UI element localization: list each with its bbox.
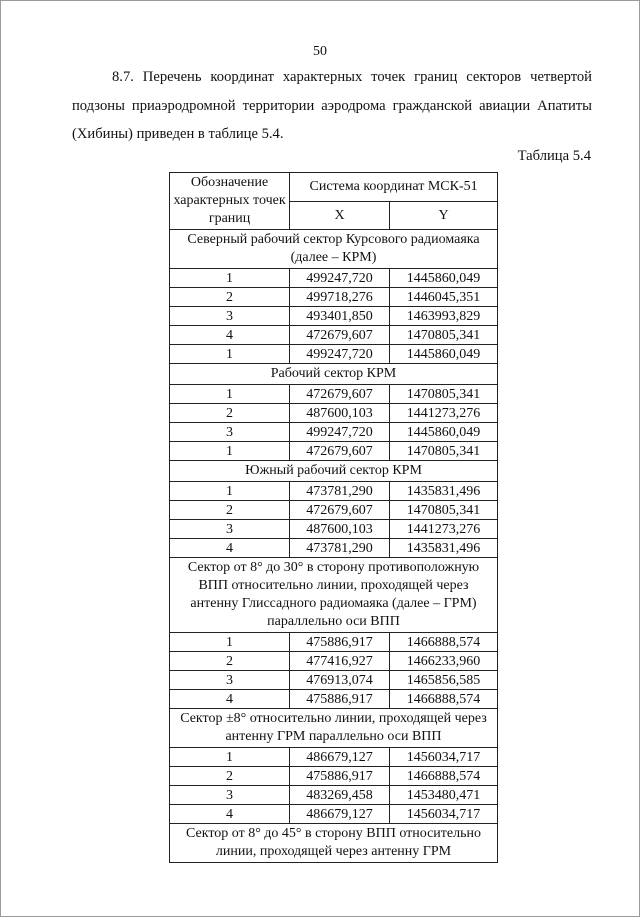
- y-coordinate-cell: 1470805,341: [390, 442, 498, 461]
- x-coordinate-cell: 486679,127: [290, 805, 390, 824]
- x-coordinate-cell: 473781,290: [290, 539, 390, 558]
- y-coordinate-cell: 1466888,574: [390, 633, 498, 652]
- table-row: [170, 345, 498, 364]
- page-number: 50: [313, 44, 327, 59]
- x-coordinate-cell: 475886,917: [290, 690, 390, 709]
- sector-title-row: [170, 461, 498, 482]
- table-body: [170, 230, 498, 863]
- x-coordinate-cell: 487600,103: [290, 404, 390, 423]
- x-coordinate-cell: 475886,917: [290, 633, 390, 652]
- point-cell: 3: [170, 671, 290, 690]
- table-row: [170, 501, 498, 520]
- sector-title: Северный рабочий сектор Курсового радиомаяка (далее – КРМ): [170, 230, 498, 269]
- x-coordinate-cell: 477416,927: [290, 652, 390, 671]
- table-row: [170, 633, 498, 652]
- x-coordinate-cell: 499247,720: [290, 423, 390, 442]
- sector-title: Южный рабочий сектор КРМ: [170, 461, 498, 482]
- table-row: [170, 805, 498, 824]
- point-cell: 1: [170, 345, 290, 364]
- y-coordinate-cell: 1441273,276: [390, 520, 498, 539]
- table-row: [170, 539, 498, 558]
- table-row: [170, 307, 498, 326]
- point-cell: 3: [170, 423, 290, 442]
- x-coordinate-cell: 472679,607: [290, 326, 390, 345]
- y-coordinate-cell: 1435831,496: [390, 482, 498, 501]
- sector-title: Рабочий сектор КРМ: [170, 364, 498, 385]
- header-y: Y: [390, 201, 498, 230]
- x-coordinate-cell: 487600,103: [290, 520, 390, 539]
- point-cell: 2: [170, 652, 290, 671]
- point-cell: 4: [170, 539, 290, 558]
- y-coordinate-cell: 1456034,717: [390, 805, 498, 824]
- sector-title: Сектор ±8° относительно линии, проходящей через антенну ГРМ параллельно оси ВПП: [170, 709, 498, 748]
- x-coordinate-cell: 476913,074: [290, 671, 390, 690]
- point-cell: 2: [170, 288, 290, 307]
- sector-title-row: [170, 558, 498, 633]
- table-row: [170, 748, 498, 767]
- y-coordinate-cell: 1470805,341: [390, 385, 498, 404]
- header-point-designation: Обозначение характерных точек границ: [170, 173, 290, 230]
- table-row: [170, 767, 498, 786]
- header-coordinate-system: Система координат МСК-51: [290, 173, 498, 202]
- point-cell: 4: [170, 326, 290, 345]
- table-row: [170, 423, 498, 442]
- table-row: [170, 269, 498, 288]
- y-coordinate-cell: 1445860,049: [390, 269, 498, 288]
- y-coordinate-cell: 1466888,574: [390, 690, 498, 709]
- x-coordinate-cell: 483269,458: [290, 786, 390, 805]
- coordinates-table: [169, 172, 498, 863]
- table-row: [170, 520, 498, 539]
- y-coordinate-cell: 1445860,049: [390, 423, 498, 442]
- point-cell: 2: [170, 404, 290, 423]
- table-row: [170, 404, 498, 423]
- point-cell: 1: [170, 442, 290, 461]
- x-coordinate-cell: 499247,720: [290, 269, 390, 288]
- y-coordinate-cell: 1445860,049: [390, 345, 498, 364]
- y-coordinate-cell: 1470805,341: [390, 326, 498, 345]
- point-cell: 3: [170, 520, 290, 539]
- point-cell: 2: [170, 767, 290, 786]
- table-row: [170, 442, 498, 461]
- point-cell: 1: [170, 482, 290, 501]
- y-coordinate-cell: 1466888,574: [390, 767, 498, 786]
- x-coordinate-cell: 475886,917: [290, 767, 390, 786]
- sector-title-row: [170, 709, 498, 748]
- sector-title: Сектор от 8° до 45° в сторону ВПП относительно линии, проходящей через антенну ГРМ: [170, 824, 498, 863]
- intro-paragraph: 8.7. Перечень координат характерных точек границ секторов четвертой подзоны приаэродромной территории аэродрома гражданской авиации Апатиты (Хибины) приведен в таблице 5.4.: [72, 69, 592, 142]
- table-row: [170, 786, 498, 805]
- table-header-row: [170, 173, 498, 202]
- sector-title: Сектор от 8° до 30° в сторону противоположную ВПП относительно линии, проходящей через антенну Глиссадного радиомаяка (далее – ГРМ) параллельно оси ВПП: [170, 558, 498, 633]
- y-coordinate-cell: 1465856,585: [390, 671, 498, 690]
- header-x: X: [290, 201, 390, 230]
- y-coordinate-cell: 1453480,471: [390, 786, 498, 805]
- x-coordinate-cell: 499718,276: [290, 288, 390, 307]
- table-row: [170, 326, 498, 345]
- point-cell: 1: [170, 385, 290, 404]
- point-cell: 4: [170, 805, 290, 824]
- x-coordinate-cell: 472679,607: [290, 501, 390, 520]
- table-row: [170, 288, 498, 307]
- point-cell: 4: [170, 690, 290, 709]
- y-coordinate-cell: 1463993,829: [390, 307, 498, 326]
- sector-title-row: [170, 230, 498, 269]
- x-coordinate-cell: 493401,850: [290, 307, 390, 326]
- x-coordinate-cell: 473781,290: [290, 482, 390, 501]
- point-cell: 1: [170, 748, 290, 767]
- table-row: [170, 671, 498, 690]
- table-row: [170, 482, 498, 501]
- table-caption: Таблица 5.4: [517, 148, 591, 164]
- table-row: [170, 652, 498, 671]
- y-coordinate-cell: 1466233,960: [390, 652, 498, 671]
- table-row: [170, 385, 498, 404]
- x-coordinate-cell: 472679,607: [290, 442, 390, 461]
- point-cell: 3: [170, 786, 290, 805]
- y-coordinate-cell: 1435831,496: [390, 539, 498, 558]
- table-row: [170, 690, 498, 709]
- x-coordinate-cell: 486679,127: [290, 748, 390, 767]
- sector-title-row: [170, 364, 498, 385]
- sector-title-row: [170, 824, 498, 863]
- x-coordinate-cell: 472679,607: [290, 385, 390, 404]
- point-cell: 1: [170, 269, 290, 288]
- y-coordinate-cell: 1446045,351: [390, 288, 498, 307]
- y-coordinate-cell: 1441273,276: [390, 404, 498, 423]
- point-cell: 3: [170, 307, 290, 326]
- point-cell: 2: [170, 501, 290, 520]
- y-coordinate-cell: 1470805,341: [390, 501, 498, 520]
- y-coordinate-cell: 1456034,717: [390, 748, 498, 767]
- point-cell: 1: [170, 633, 290, 652]
- x-coordinate-cell: 499247,720: [290, 345, 390, 364]
